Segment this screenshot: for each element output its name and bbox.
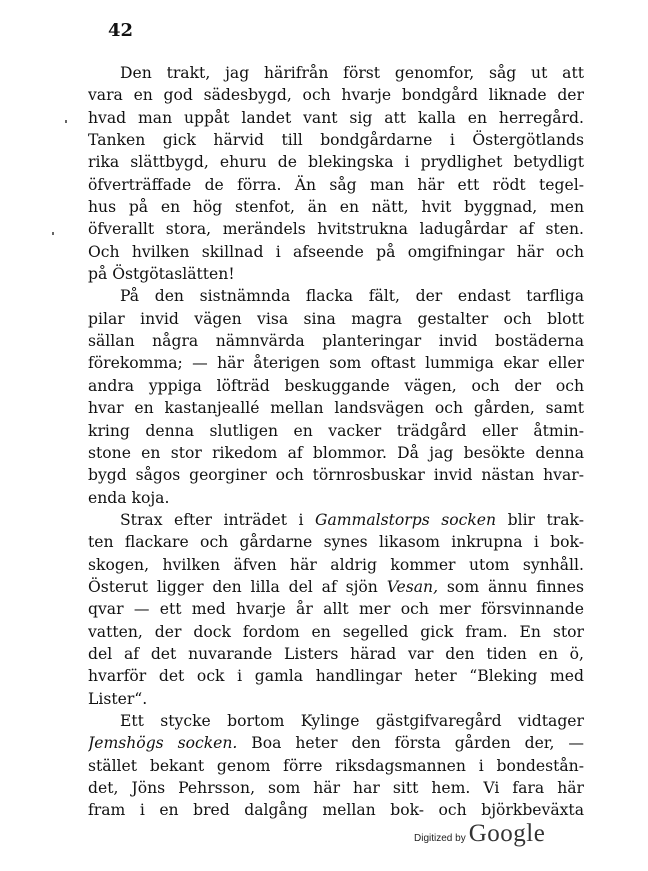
text-line: hvad man uppåt landet vant sig att kalla en herregård. bbox=[88, 108, 584, 127]
text-line bbox=[88, 576, 584, 598]
text-line: öfverträffade de förra. Än såg man här ett rödt tegel- bbox=[88, 175, 584, 194]
text-line bbox=[88, 732, 584, 754]
page-number: 42 bbox=[108, 20, 134, 41]
text-segment: Strax efter inträdet i bbox=[120, 510, 304, 529]
text-line: öfverallt stora, merändels hvitstrukna ladugårdar af sten. bbox=[88, 220, 584, 239]
text-line: Ett stycke bortom Kylinge gästgifvaregård vidtager bbox=[120, 711, 584, 730]
text-line: fram i en bred dalgång mellan bok- och björkbeväxta bbox=[88, 801, 584, 820]
text-line: pilar invid vägen visa sina magra gestalter och blott bbox=[88, 309, 584, 328]
google-logo: Google bbox=[468, 820, 546, 847]
margin-mark bbox=[65, 120, 67, 123]
text-line: vara en god sädesbygd, och hvarje bondgård liknade der bbox=[88, 86, 584, 105]
text-line: Lister“. bbox=[88, 689, 148, 708]
text-line: enda koja. bbox=[88, 488, 170, 507]
text-line: sällan några nämnvärda planteringar invid bostäderna bbox=[88, 332, 584, 351]
text-line: ten flackare och gårdarne synes likasom inkrupna i bok- bbox=[88, 533, 584, 552]
text-segment: blir trak- bbox=[507, 510, 584, 529]
text-line: Tanken gick härvid till bondgårdarne i Östergötlands bbox=[88, 131, 584, 150]
body-text bbox=[88, 62, 584, 822]
text-line: stone en stor rikedom af blommor. Då jag besökte denna bbox=[88, 443, 584, 462]
text-line: skogen, hvilken äfven här aldrig kommer utom synhåll. bbox=[88, 555, 584, 574]
text-line: del af det nuvarande Listers härad var den tiden en ö, bbox=[88, 644, 584, 663]
text-line bbox=[88, 509, 584, 531]
text-line: det, Jöns Pehrsson, som här har sitt hem. Vi fara här bbox=[88, 779, 584, 797]
digitized-label: Digitized by bbox=[414, 833, 466, 844]
place-name: Vesan, bbox=[386, 577, 439, 596]
text-line: andra yppiga löfträd beskuggande vägen, och der och bbox=[88, 376, 584, 395]
place-name: Gammalstorps socken bbox=[315, 510, 497, 529]
text-line: hus på en hög stenfot, än en nätt, hvit byggnad, men bbox=[88, 198, 584, 217]
text-line: qvar — ett med hvarje år allt mer och mer försvinnande bbox=[88, 600, 584, 619]
text-line: bygd sågos georginer och törnrosbuskar invid nästan hvar- bbox=[88, 466, 584, 485]
text-line: rika slättbygd, ehuru de blekingska i prydlighet betydligt bbox=[88, 153, 584, 172]
text-line: hvar en kastanjeallé mellan landsvägen och gården, samt bbox=[88, 399, 584, 418]
text-line: På den sistnämnda flacka fält, der endast tarfliga bbox=[120, 287, 584, 306]
text-line: kring denna slutligen en vacker trädgård eller åtmin- bbox=[88, 421, 584, 440]
text-line: stället bekant genom förre riksdagsmannen i bondestån- bbox=[88, 756, 584, 775]
text-segment: som ännu finnes bbox=[446, 577, 584, 596]
margin-mark bbox=[52, 232, 54, 235]
text-line: på Östgötaslätten! bbox=[88, 265, 235, 284]
text-segment: Österut ligger den lilla del af sjön bbox=[88, 577, 378, 596]
text-line: förekomma; — här återigen som oftast lummiga ekar eller bbox=[88, 354, 584, 373]
text-line: Den trakt, jag härifrån först genomfor, såg ut att bbox=[120, 64, 584, 82]
digitized-watermark bbox=[414, 820, 545, 848]
text-segment: Boa heter den första gården der, — bbox=[251, 734, 584, 753]
text-line: Och hvilken skillnad i afseende på omgifningar här och bbox=[88, 242, 584, 261]
text-line: hvarför det ock i gamla handlingar heter “Bleking med bbox=[88, 667, 584, 686]
place-name: Jemshögs socken. bbox=[88, 734, 238, 753]
text-line: vatten, der dock fordom en segelled gick fram. En stor bbox=[88, 622, 584, 641]
